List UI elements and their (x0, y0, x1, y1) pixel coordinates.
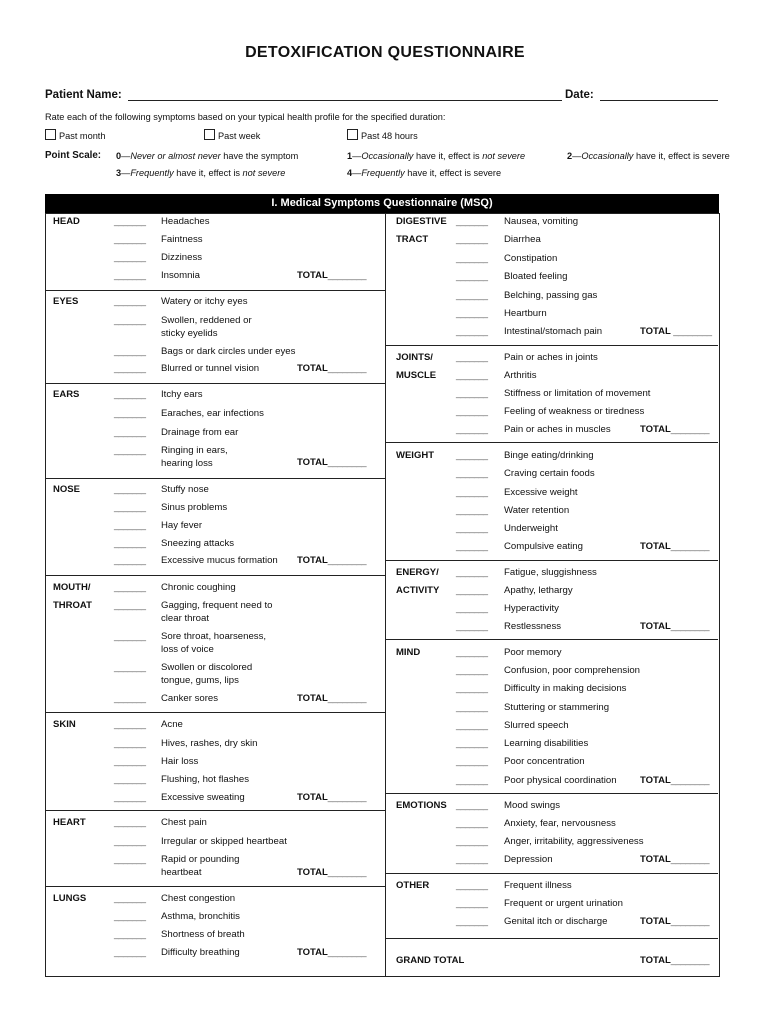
score-blank[interactable]: _______ (114, 836, 146, 846)
symptom-underweight: Underweight (504, 523, 558, 534)
symptom-itchy-ears: Itchy ears (161, 389, 203, 400)
checkbox[interactable] (204, 129, 215, 140)
symptom-anger: Anger, irritability, aggressiveness (504, 836, 644, 847)
symptom-poor-memory: Poor memory (504, 647, 562, 658)
symptom-bloated: Bloated feeling (504, 271, 568, 282)
score-blank[interactable]: _______ (114, 252, 146, 262)
symptom-poor-coordination: Poor physical coordination (504, 775, 617, 786)
category-nose-label: NOSE (53, 484, 80, 495)
category-eyes-label: EYES (53, 296, 79, 307)
score-blank[interactable]: _______ (114, 216, 146, 226)
score-blank[interactable]: _______ (456, 523, 488, 533)
score-blank[interactable]: _______ (456, 800, 488, 810)
score-blank[interactable]: _______ (114, 738, 146, 748)
category-mouth-label: MOUTH/ (53, 582, 91, 593)
symptom-dizziness: Dizziness (161, 252, 203, 263)
score-blank[interactable]: _______ (114, 296, 146, 306)
score-blank[interactable]: _______ (114, 911, 146, 921)
score-blank[interactable]: _______ (114, 582, 146, 592)
score-blank[interactable]: _______ (456, 424, 488, 434)
symptom-headaches: Headaches (161, 216, 210, 227)
symptom-ringing-ears: Ringing in ears, hearing loss (161, 445, 228, 469)
score-blank[interactable]: _______ (456, 290, 488, 300)
divider (385, 873, 718, 874)
score-blank[interactable]: _______ (456, 665, 488, 675)
score-blank[interactable]: _______ (456, 683, 488, 693)
symptom-restlessness: Restlessness (504, 621, 562, 632)
score-blank[interactable]: _______ (114, 662, 146, 672)
category-emotions-label: EMOTIONS (396, 800, 447, 811)
symptom-watery-eyes: Watery or itchy eyes (161, 296, 248, 307)
category-activity-label: ACTIVITY (396, 585, 440, 596)
score-blank[interactable]: _______ (456, 916, 488, 926)
score-blank[interactable]: _______ (456, 487, 488, 497)
scale-4: 4—Frequently have it, effect is severe (347, 168, 502, 178)
category-tract-label: TRACT (396, 234, 429, 245)
symptom-irregular-heartbeat: Irregular or skipped heartbeat (161, 836, 287, 847)
ears-total[interactable]: TOTAL________ (297, 457, 367, 468)
score-blank[interactable]: _______ (114, 520, 146, 530)
symptom-swollen-tongue: Swollen or discolored tongue, gums, lips (161, 662, 253, 686)
divider (385, 938, 718, 939)
score-blank[interactable]: _______ (456, 898, 488, 908)
divider (45, 290, 385, 291)
score-blank[interactable]: _______ (114, 484, 146, 494)
symptom-water-retention: Water retention (504, 505, 570, 516)
symptom-confusion: Confusion, poor comprehension (504, 665, 640, 676)
section-header: I. Medical Symptoms Questionnaire (MSQ) (45, 194, 719, 213)
point-scale-label: Point Scale: (45, 150, 102, 161)
eyes-total[interactable]: TOTAL________ (297, 363, 367, 374)
score-blank[interactable]: _______ (456, 234, 488, 244)
score-blank[interactable]: _______ (114, 445, 146, 455)
symptom-mood-swings: Mood swings (504, 800, 560, 811)
score-blank[interactable]: _______ (114, 929, 146, 939)
symptom-hives: Hives, rashes, dry skin (161, 738, 258, 749)
checkbox[interactable] (45, 129, 56, 140)
scale-2: 2—Occasionally have it, effect is severe (567, 151, 730, 161)
energy-total[interactable]: TOTAL________ (640, 621, 710, 632)
score-blank[interactable]: _______ (456, 603, 488, 613)
score-blank[interactable]: _______ (456, 541, 488, 551)
symptom-acne: Acne (161, 719, 183, 730)
symptom-weakness: Feeling of weakness or tiredness (504, 406, 645, 417)
symptom-canker-sores: Canker sores (161, 693, 219, 704)
instructions-text: Rate each of the following symptoms based on your typical health profile for the specified duration: (45, 112, 446, 122)
category-lungs-label: LUNGS (53, 893, 87, 904)
symptom-compulsive-eating: Compulsive eating (504, 541, 583, 552)
symptom-gagging: Gagging, frequent need to clear throat (161, 600, 273, 624)
symptom-poor-concentration: Poor concentration (504, 756, 585, 767)
score-blank[interactable]: _______ (456, 450, 488, 460)
scale-0: 0—Never or almost never have the symptom (116, 151, 299, 161)
grand-total-field[interactable]: TOTAL________ (640, 955, 710, 966)
score-blank[interactable]: _______ (456, 352, 488, 362)
duration-option-past-48-hours[interactable]: Past 48 hours (347, 129, 418, 141)
score-blank[interactable]: _______ (114, 408, 146, 418)
emotions-total[interactable]: TOTAL________ (640, 854, 710, 865)
divider (45, 810, 385, 811)
mind-total[interactable]: TOTAL________ (640, 775, 710, 786)
score-blank[interactable]: _______ (456, 388, 488, 398)
mouth-throat-total[interactable]: TOTAL________ (297, 693, 367, 704)
symptom-heartburn: Heartburn (504, 308, 547, 319)
score-blank[interactable]: _______ (456, 567, 488, 577)
score-blank[interactable]: _______ (456, 505, 488, 515)
category-heart-label: HEART (53, 817, 86, 828)
skin-total[interactable]: TOTAL________ (297, 792, 367, 803)
category-throat-label: THROAT (53, 600, 92, 611)
score-blank[interactable]: _______ (456, 326, 488, 336)
score-blank[interactable]: _______ (114, 555, 146, 565)
divider (45, 886, 385, 887)
score-blank[interactable]: _______ (456, 836, 488, 846)
symptom-chronic-coughing: Chronic coughing (161, 582, 236, 593)
score-blank[interactable]: _______ (114, 774, 146, 784)
symptom-belching: Belching, passing gas (504, 290, 598, 301)
symptom-genital-itch: Genital itch or discharge (504, 916, 608, 927)
symptom-apathy: Apathy, lethargy (504, 585, 573, 596)
symptom-urination: Frequent or urgent urination (504, 898, 623, 909)
divider (45, 712, 385, 713)
nose-total[interactable]: TOTAL________ (297, 555, 367, 566)
symptom-stomach-pain: Intestinal/stomach pain (504, 326, 603, 337)
score-blank[interactable]: _______ (456, 585, 488, 595)
symptom-slurred-speech: Slurred speech (504, 720, 569, 731)
symptom-swollen-eyelids: Swollen, reddened or sticky eyelids (161, 315, 252, 339)
score-blank[interactable]: _______ (456, 406, 488, 416)
score-blank[interactable]: _______ (456, 370, 488, 380)
symptom-blurred-vision: Blurred or tunnel vision (161, 363, 260, 374)
other-total[interactable]: TOTAL________ (640, 916, 710, 927)
weight-total[interactable]: TOTAL________ (640, 541, 710, 552)
symptom-excessive-sweating: Excessive sweating (161, 792, 245, 803)
symptom-sinus-problems: Sinus problems (161, 502, 228, 513)
score-blank[interactable]: _______ (114, 270, 146, 280)
lungs-total[interactable]: TOTAL________ (297, 947, 367, 958)
scale-1: 1—Occasionally have it, effect is not severe (347, 151, 526, 161)
grand-total-label: GRAND TOTAL (396, 955, 465, 966)
symptom-hay-fever: Hay fever (161, 520, 203, 531)
score-blank[interactable]: _______ (114, 389, 146, 399)
score-blank[interactable]: _______ (456, 468, 488, 478)
score-blank[interactable]: _______ (114, 538, 146, 548)
category-muscle-label: MUSCLE (396, 370, 437, 381)
score-blank[interactable]: _______ (456, 308, 488, 318)
symptom-hyperactivity: Hyperactivity (504, 603, 559, 614)
msq-table-frame (45, 213, 720, 977)
score-blank[interactable]: _______ (114, 315, 146, 325)
score-blank[interactable]: _______ (456, 775, 488, 785)
score-blank[interactable]: _______ (456, 647, 488, 657)
score-blank[interactable]: _______ (114, 817, 146, 827)
symptom-arthritis: Arthritis (504, 370, 537, 381)
score-blank[interactable]: _______ (114, 792, 146, 802)
score-blank[interactable]: _______ (114, 234, 146, 244)
symptom-fatigue: Fatigue, sluggishness (504, 567, 597, 578)
page-title: DETOXIFICATION QUESTIONNAIRE (245, 44, 525, 61)
symptom-excessive-mucus: Excessive mucus formation (161, 555, 278, 566)
category-head-label: HEAD (53, 216, 80, 227)
score-blank[interactable]: _______ (114, 693, 146, 703)
symptom-excessive-weight: Excessive weight (504, 487, 578, 498)
symptom-diarrhea: Diarrhea (504, 234, 541, 245)
divider (385, 345, 718, 346)
symptom-stuttering: Stuttering or stammering (504, 702, 610, 713)
symptom-cravings: Craving certain foods (504, 468, 595, 479)
symptom-dark-circles: Bags or dark circles under eyes (161, 346, 296, 357)
score-blank[interactable]: _______ (114, 346, 146, 356)
symptom-rapid-heartbeat: Rapid or pounding heartbeat (161, 854, 240, 878)
category-other-label: OTHER (396, 880, 430, 891)
score-blank[interactable]: _______ (456, 621, 488, 631)
category-skin-label: SKIN (53, 719, 76, 730)
symptom-chest-congestion: Chest congestion (161, 893, 236, 904)
symptom-stiffness: Stiffness or limitation of movement (504, 388, 651, 399)
score-blank[interactable]: _______ (456, 854, 488, 864)
symptom-asthma: Asthma, bronchitis (161, 911, 240, 922)
score-blank[interactable]: _______ (456, 880, 488, 890)
symptom-sneezing: Sneezing attacks (161, 538, 235, 549)
divider (385, 560, 718, 561)
symptom-hair-loss: Hair loss (161, 756, 199, 767)
score-blank[interactable]: _______ (456, 720, 488, 730)
symptom-joint-pain: Pain or aches in joints (504, 352, 598, 363)
category-energy-label: ENERGY/ (396, 567, 439, 578)
score-blank[interactable]: _______ (456, 216, 488, 226)
duration-option-past-month[interactable]: Past month (45, 129, 105, 141)
scale-3: 3—Frequently have it, effect is not severe (116, 168, 286, 178)
symptom-depression: Depression (504, 854, 553, 865)
symptom-sore-throat: Sore throat, hoarseness, loss of voice (161, 631, 267, 655)
symptom-muscle-pain: Pain or aches in muscles (504, 424, 611, 435)
score-blank[interactable]: _______ (114, 363, 146, 373)
date-label: Date: (565, 89, 594, 101)
symptom-decision-difficulty: Difficulty in making decisions (504, 683, 627, 694)
symptom-learning-disabilities: Learning disabilities (504, 738, 589, 749)
symptom-flushing: Flushing, hot flashes (161, 774, 249, 785)
head-total[interactable]: TOTAL________ (297, 270, 367, 281)
score-blank[interactable]: _______ (114, 893, 146, 903)
symptom-insomnia: Insomnia (161, 270, 200, 281)
score-blank[interactable]: _______ (114, 600, 146, 610)
category-ears-label: EARS (53, 389, 80, 400)
score-blank[interactable]: _______ (456, 702, 488, 712)
symptom-constipation: Constipation (504, 253, 558, 264)
score-blank[interactable]: _______ (114, 719, 146, 729)
divider (45, 478, 385, 479)
symptom-faintness: Faintness (161, 234, 203, 245)
divider (385, 639, 718, 640)
patient-name-label: Patient Name: (45, 89, 122, 101)
joints-total[interactable]: TOTAL________ (640, 424, 710, 435)
score-blank[interactable]: _______ (114, 631, 146, 641)
duration-option-past-week[interactable]: Past week (204, 129, 260, 141)
column-divider (385, 213, 386, 976)
symptom-chest-pain: Chest pain (161, 817, 207, 828)
symptom-anxiety: Anxiety, fear, nervousness (504, 818, 616, 829)
divider (385, 793, 718, 794)
category-mind-label: MIND (396, 647, 421, 658)
divider (45, 575, 385, 576)
digestive-total[interactable]: TOTAL ________ (640, 326, 712, 337)
symptom-earaches: Earaches, ear infections (161, 408, 264, 419)
category-digestive-label: DIGESTIVE (396, 216, 447, 227)
score-blank[interactable]: _______ (114, 756, 146, 766)
category-weight-label: WEIGHT (396, 450, 434, 461)
score-blank[interactable]: _______ (456, 738, 488, 748)
score-blank[interactable]: _______ (114, 947, 146, 957)
patient-name-field[interactable] (128, 100, 562, 101)
divider (385, 442, 718, 443)
symptom-ear-drainage: Drainage from ear (161, 427, 239, 438)
score-blank[interactable]: _______ (456, 756, 488, 766)
score-blank[interactable]: _______ (456, 271, 488, 281)
category-joints-label: JOINTS/ (396, 352, 433, 363)
heart-total[interactable]: TOTAL________ (297, 867, 367, 878)
score-blank[interactable]: _______ (114, 502, 146, 512)
symptom-frequent-illness: Frequent illness (504, 880, 572, 891)
checkbox[interactable] (347, 129, 358, 140)
score-blank[interactable]: _______ (456, 253, 488, 263)
date-field[interactable] (600, 100, 718, 101)
score-blank[interactable]: _______ (456, 818, 488, 828)
symptom-nausea: Nausea, vomiting (504, 216, 579, 227)
symptom-shortness-of-breath: Shortness of breath (161, 929, 245, 940)
symptom-stuffy-nose: Stuffy nose (161, 484, 209, 495)
score-blank[interactable]: _______ (114, 854, 146, 864)
divider (45, 383, 385, 384)
symptom-difficulty-breathing: Difficulty breathing (161, 947, 240, 958)
symptom-binge-eating: Binge eating/drinking (504, 450, 594, 461)
score-blank[interactable]: _______ (114, 427, 146, 437)
